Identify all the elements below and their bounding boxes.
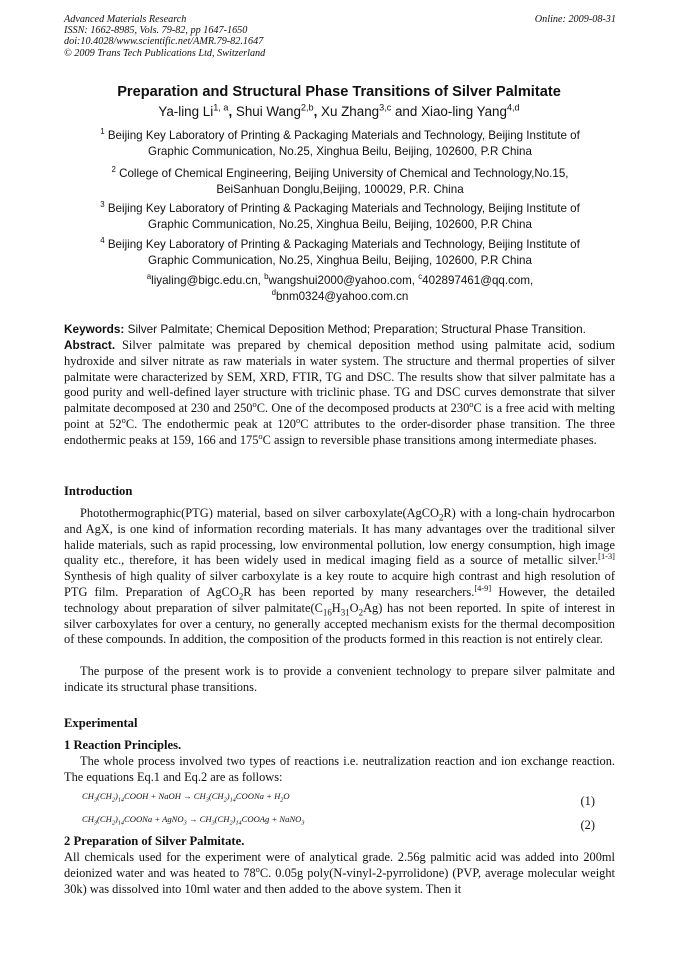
author-emails: $^a$liyaling@bigc.edu.cn, $^b$wangshui2000@yahoo.com, $^c$402897461@qq.com, $^d$bnm0324@yahoo.com.cn (146, 272, 534, 303)
affiliation-1 (70, 128, 610, 159)
author-name: Ya-ling Li (158, 104, 214, 119)
affiliation-number: 3 (100, 200, 105, 210)
intro-text: Synthesis of high quality of silver carboxylate is a key route to acquire high contrast and high resolution of PTG film. Preparation of AgCO (64, 569, 615, 599)
author-name: Xiao-ling Yang (421, 104, 507, 119)
intro-heading: Introduction (64, 484, 133, 498)
email-a: liyaling@bigc.edu.cn, (151, 274, 261, 287)
author-sup: 2,b (300, 102, 314, 113)
equation-1-number: (1) (580, 794, 595, 808)
equation-2-number: (2) (580, 818, 595, 832)
intro-text: R has been reported by many researchers. (243, 584, 475, 599)
affiliation-4 (70, 237, 610, 268)
abstract-text: Silver palmitate was prepared by chemical deposition method using palmitate acid, sodium hydroxide and silver nitrate as raw materials in water system. The structure and thermal properties of silver palmitate were characterized by SEM, XRD, FTIR, TG and DSC. The results show that silver palmitate has a good purity and well-defined layer structure with triclinic phase. TG and DSC curves demonstrate that silver palmitate decomposed at 230 and 250 (64, 338, 615, 416)
author-name: Xu Zhang (321, 104, 380, 119)
author-separator: and (391, 104, 422, 119)
affiliation-line: Beijing Key Laboratory of Printing & Packaging Materials and Technology, Beijing Institute of (107, 238, 580, 251)
abstract-text: C. One of the decomposed products at 230 (256, 401, 470, 416)
email-b: wangshui2000@yahoo.com, (268, 274, 415, 287)
email-c: 402897461@qq.com, (422, 274, 534, 287)
affiliation-line: College of Chemical Engineering, Beijing University of Chemical and Technology,No.15, (119, 167, 569, 180)
abstract-label: Abstract. (64, 338, 116, 352)
intro-text: H (331, 600, 341, 615)
affiliation-line: Beijing Key Laboratory of Printing & Packaging Materials and Technology, Beijing Institute of (107, 202, 580, 215)
author-list (0, 104, 678, 119)
citation: [4-9] (474, 582, 492, 593)
email-d: bnm0324@yahoo.com.cn (276, 289, 409, 303)
intro-text: O (349, 600, 359, 615)
intro-text: However, the detailed technology about preparation of silver palmitate(C (64, 584, 615, 615)
preparation-text-part: All chemicals used for the experiment were of analytical grade. 2.56g palmitic acid was added into 200ml deionized water and was heated to 78 (64, 850, 615, 880)
keywords-text: Silver Palmitate; Chemical Deposition Method; Preparation; Structural Phase Transition. (127, 322, 586, 336)
intro-paragraph-2: The purpose of the present work is to provide a convenient technology to prepare silver palmitate and indicate its structural phase transitions. (64, 664, 615, 694)
abstract-text: C. The endothermic peak at 120 (125, 416, 296, 431)
abstract: Abstract. Silver palmitate was prepared by chemical deposition method using palmitate acid, sodium hydroxide and silver nitrate as raw materials in water system. The structure and thermal properties of silver palmitate were characterized by SEM, XRD, FTIR, TG and DSC. The results show that silver palmitate has a good purity and well-defined layer structure with triclinic phase. TG and DSC curves demonstrate that silver palmitate decomposed at 230 and 250$^o$C. One of the decomposed products at 230$^o$C is a free acid with melting point at 52$^o$C. The endothermic peak at 120$^o$C attributes to the order-disorder phase transition. The three endothermic peaks at 159, 166 and 175$^o$C assign to reversible phase transitions among intermediate phases. (64, 338, 616, 447)
intro-text: Photothermographic(PTG) material, based on silver carboxylate(AgCO (80, 506, 439, 520)
intro-paragraph-1: Photothermographic(PTG) material, based on silver carboxylate(AgCO$_2$R) with a long-chain hydrocarbon and AgX, is one kind of information recording materials. It has many advantages over the traditional silver halide materials, such as rapid processing, low environmental pollution, low energy consumption, high image quality etc., therefore, it has been widely used in medical imaging field as a source of metallic silver.[1-3] Synthesis of high quality of silver carboxylate is a key route to acquire high contrast and high resolution of PTG film. Preparation of AgCO$_2$R has been reported by many researchers.[4-9] However, the detailed technology about preparation of silver $palmitate(C_{16}H_{31}O_2Ag)$ has not been reported. In spite of interest in silver carboxylates for over a century, no generally accepted mechanism exists for the thermal decomposition of these compounds. In addition, the composition of the products formed in this reaction is not entirely clear. (64, 506, 615, 647)
affiliation-3 (70, 201, 610, 232)
copyright-line: © 2009 Trans Tech Publications Ltd, Switzerland (64, 47, 266, 59)
keywords (64, 322, 615, 338)
author-sup: 3,c (379, 102, 392, 113)
intro-text: R) with a long-chain hydrocarbon and AgX, is one kind of information recording materials. It has many advantages over the traditional silver halide materials, such as rapid processing, low environmental pollution, low energy consumption, high image quality etc., therefore, it has been widely used in medical imaging field as a source of metallic silver. (64, 506, 615, 568)
affiliation-line: Beijing Key Laboratory of Printing & Packaging Materials and Technology, Beijing Institute of (107, 129, 580, 142)
journal-name: Advanced Materials Research (64, 14, 187, 25)
citation: [1-3] (598, 551, 615, 562)
author-sup: 1, a (213, 102, 229, 113)
author-sup: 4,d (506, 102, 520, 113)
preparation-heading: 2 Preparation of Silver Palmitate. (64, 834, 245, 848)
issn-line: ISSN: 1662-8985, Vols. 79-82, pp 1647-1650 (64, 25, 248, 37)
abstract-text: C attributes to the order-disorder phase transition. The three endothermic peaks at 159, 166 and 175 (64, 416, 616, 447)
affiliation-line: Graphic Communication, No.25, Xinghua Beilu, Beijing, 102600, P.R China (148, 144, 532, 158)
author-separator: , (228, 104, 236, 119)
abstract-text: C is a free acid with melting point at 52 (64, 401, 616, 431)
affiliation-line: Graphic Communication, No.25, Xinghua Beilu, Beijing, 102600, P.R China (148, 253, 532, 267)
reaction-principles-heading: 1 Reaction Principles. (64, 738, 182, 752)
abstract-text: C assign to reversible phase transitions among intermediate phases. (262, 432, 597, 447)
preparation-text: All chemicals used for the experiment were of analytical grade. 2.56g palmitic acid was added into 200ml deionized water and was heated to 78$^o$C. 0.05g poly(N-vinyl-2-pyrrolidone) (PVP, average molecular weight 30k) was dissolved into 10ml water and then added to the above system. Then it (64, 850, 615, 896)
affiliation-2 (70, 166, 610, 197)
equation-1: $CH_3(CH_2)_{14}COOH$ + NaOH → $CH_3(CH_2)_{14}COONa + H_2O$ (82, 791, 290, 804)
keywords-label: Keywords: (64, 322, 125, 336)
experimental-heading: Experimental (64, 716, 138, 730)
affiliation-line: Graphic Communication, No.25, Xinghua Beilu, Beijing, 102600, P.R China (148, 217, 532, 231)
affiliation-number: 2 (111, 165, 116, 175)
journal-header (64, 14, 616, 59)
author-name: Shui Wang (235, 104, 301, 119)
online-date: Online: 2009-08-31 (534, 14, 616, 25)
equation-2: $CH_3(CH_2)_{14}COONa$ + AgNO$_3$ → $CH_3(CH_2)_{14}COOAg$ + NaNO$_3$ (82, 814, 305, 827)
doi-line: doi:10.4028/www.scientific.net/AMR.79-82.1647 (64, 36, 264, 48)
reaction-principles-text: The whole process involved two types of reactions i.e. neutralization reaction and ion exchange reaction. The equations Eq.1 and Eq.2 are as follows: (64, 754, 615, 784)
preparation-text-part: C. 0.05g poly(N-vinyl-2-pyrrolidone) (PVP, average molecular weight 30k) was dissolved into 10ml water and then added to the above system. Then it (64, 865, 615, 896)
author-separator: , (313, 104, 322, 119)
intro-text: Ag) has not been reported. In spite of interest in silver carboxylates for over a century, no generally accepted mechanism exists for the thermal decomposition of these compounds. In addition, the composition of the products formed in this reaction is not entirely clear. (64, 600, 615, 647)
affiliation-line: BeiSanhuan Donglu,Beijing, 100029, P.R. China (216, 182, 464, 196)
affiliation-number: 4 (100, 236, 105, 246)
affiliation-number: 1 (100, 127, 105, 137)
paper-title: Preparation and Structural Phase Transitions of Silver Palmitate (117, 84, 561, 100)
